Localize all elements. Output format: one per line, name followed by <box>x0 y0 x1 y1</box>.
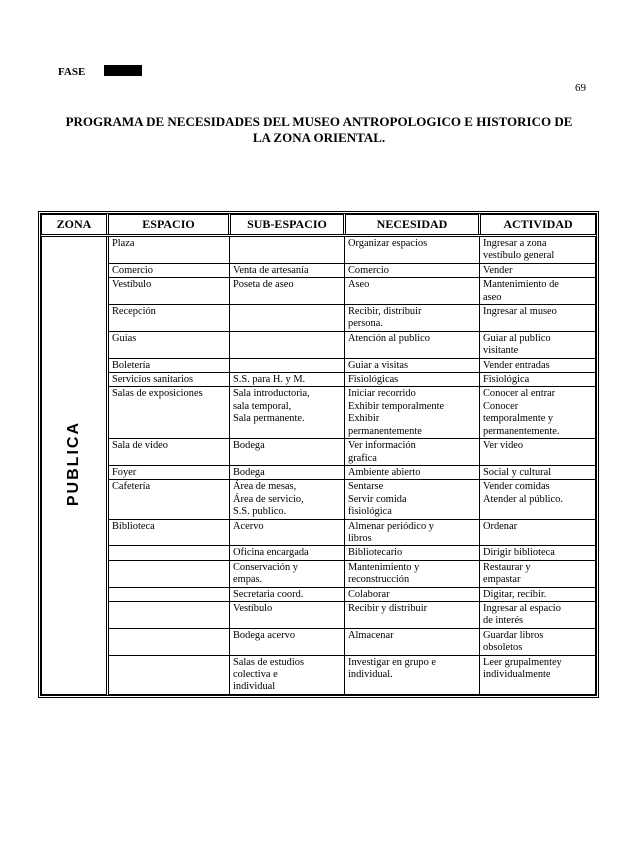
espacio-cell: Boletería <box>108 358 230 372</box>
zona-label: PUBLICA <box>64 420 82 506</box>
espacio-cell: Salas de exposiciones <box>108 387 230 439</box>
necesidad-cell: Almacenar <box>345 628 480 655</box>
needs-table <box>41 214 596 695</box>
sub-espacio-cell: Vestíbulo <box>230 601 345 628</box>
table-row <box>42 655 596 694</box>
espacio-cell: Recepción <box>108 305 230 332</box>
espacio-cell: Biblioteca <box>108 519 230 546</box>
table-row <box>42 278 596 305</box>
actividad-cell: Ingresar a zona vestíbulo general <box>480 236 596 264</box>
actividad-cell: Restaurar y empastar <box>480 560 596 587</box>
page-title <box>40 114 598 146</box>
header-espacio: ESPACIO <box>108 215 230 236</box>
actividad-cell: Mantenimiento de aseo <box>480 278 596 305</box>
necesidad-cell: Atención al publico <box>345 331 480 358</box>
actividad-cell: Social y cultural <box>480 465 596 479</box>
necesidad-cell: Ver información grafica <box>345 439 480 466</box>
espacio-cell: Sala de video <box>108 439 230 466</box>
necesidad-cell: Aseo <box>345 278 480 305</box>
espacio-cell <box>108 587 230 601</box>
title-line-2: LA ZONA ORIENTAL. <box>252 130 386 145</box>
table-row <box>42 546 596 560</box>
espacio-cell <box>108 560 230 587</box>
necesidad-cell: Comercio <box>345 263 480 277</box>
actividad-cell: Dirigir biblioteca <box>480 546 596 560</box>
actividad-cell: Guiar al publico visitante <box>480 331 596 358</box>
redaction-block <box>104 65 142 76</box>
sub-espacio-cell: Venta de artesanía <box>230 263 345 277</box>
table-row <box>42 480 596 519</box>
espacio-cell <box>108 601 230 628</box>
table-row <box>42 305 596 332</box>
sub-espacio-cell: Bodega <box>230 465 345 479</box>
sub-espacio-cell: Poseta de aseo <box>230 278 345 305</box>
espacio-cell <box>108 655 230 694</box>
table-body <box>42 236 596 695</box>
necesidad-cell: Recibir y distribuir <box>345 601 480 628</box>
actividad-cell: Digitar, recibir. <box>480 587 596 601</box>
espacio-cell: Vestíbulo <box>108 278 230 305</box>
needs-table-frame <box>38 211 599 698</box>
necesidad-cell: Ambiente abierto <box>345 465 480 479</box>
actividad-cell: Leer grupalmentey individualmente <box>480 655 596 694</box>
table-row <box>42 587 596 601</box>
table-row <box>42 439 596 466</box>
actividad-cell: Vender entradas <box>480 358 596 372</box>
fase-label: FASE <box>58 66 86 78</box>
page-number: 69 <box>575 82 586 94</box>
espacio-cell: Plaza <box>108 236 230 264</box>
actividad-cell: Ordenar <box>480 519 596 546</box>
table-row <box>42 465 596 479</box>
necesidad-cell: Organizar espacios <box>345 236 480 264</box>
header-actividad: ACTIVIDAD <box>480 215 596 236</box>
espacio-cell <box>108 628 230 655</box>
sub-espacio-cell: Salas de estudios colectiva e individual <box>230 655 345 694</box>
actividad-cell: Guardar libros obsoletos <box>480 628 596 655</box>
espacio-cell <box>108 546 230 560</box>
sub-espacio-cell: Acervo <box>230 519 345 546</box>
necesidad-cell: Iniciar recorrido Exhibir temporalmente Exhibir permanentemente <box>345 387 480 439</box>
actividad-cell: Conocer al entrar Conocer temporalmente y permanentemente. <box>480 387 596 439</box>
necesidad-cell: Bibliotecario <box>345 546 480 560</box>
actividad-cell: Ingresar al museo <box>480 305 596 332</box>
espacio-cell: Foyer <box>108 465 230 479</box>
header-sub-espacio: SUB-ESPACIO <box>230 215 345 236</box>
actividad-cell: Ver video <box>480 439 596 466</box>
sub-espacio-cell <box>230 236 345 264</box>
table-row <box>42 373 596 387</box>
table-row <box>42 601 596 628</box>
actividad-cell: Vender comidas Atender al público. <box>480 480 596 519</box>
espacio-cell: Servicios sanitarios <box>108 373 230 387</box>
sub-espacio-cell: Secretaria coord. <box>230 587 345 601</box>
table-row <box>42 560 596 587</box>
necesidad-cell: Guiar a visitas <box>345 358 480 372</box>
necesidad-cell: Mantenimiento y reconstrucción <box>345 560 480 587</box>
necesidad-cell: Sentarse Servir comida fisiológica <box>345 480 480 519</box>
espacio-cell: Comercio <box>108 263 230 277</box>
header-necesidad: NECESIDAD <box>345 215 480 236</box>
necesidad-cell: Almenar periódico y libros <box>345 519 480 546</box>
table-row <box>42 263 596 277</box>
actividad-cell: Vender <box>480 263 596 277</box>
sub-espacio-cell: Oficina encargada <box>230 546 345 560</box>
actividad-cell: Fisiológica <box>480 373 596 387</box>
table-row <box>42 628 596 655</box>
sub-espacio-cell: Conservación y empas. <box>230 560 345 587</box>
necesidad-cell: Investigar en grupo e individual. <box>345 655 480 694</box>
table-row <box>42 358 596 372</box>
sub-espacio-cell: Área de mesas, Área de servicio, S.S. publico. <box>230 480 345 519</box>
sub-espacio-cell <box>230 358 345 372</box>
header-row <box>42 215 596 236</box>
table-row <box>42 387 596 439</box>
necesidad-cell: Fisiológicas <box>345 373 480 387</box>
espacio-cell: Guías <box>108 331 230 358</box>
necesidad-cell: Colaborar <box>345 587 480 601</box>
sub-espacio-cell <box>230 331 345 358</box>
table-row <box>42 519 596 546</box>
table-row <box>42 236 596 264</box>
header-zona: ZONA <box>42 215 108 236</box>
zona-cell <box>42 236 108 695</box>
necesidad-cell: Recibir, distribuir persona. <box>345 305 480 332</box>
espacio-cell: Cafetería <box>108 480 230 519</box>
actividad-cell: Ingresar al espacio de interés <box>480 601 596 628</box>
sub-espacio-cell: Bodega acervo <box>230 628 345 655</box>
sub-espacio-cell <box>230 305 345 332</box>
table-row <box>42 331 596 358</box>
sub-espacio-cell: Bodega <box>230 439 345 466</box>
sub-espacio-cell: Sala introductoria, sala temporal, Sala permanente. <box>230 387 345 439</box>
sub-espacio-cell: S.S. para H. y M. <box>230 373 345 387</box>
title-line-1: PROGRAMA DE NECESIDADES DEL MUSEO ANTROPOLOGICO E HISTORICO DE <box>65 114 573 129</box>
